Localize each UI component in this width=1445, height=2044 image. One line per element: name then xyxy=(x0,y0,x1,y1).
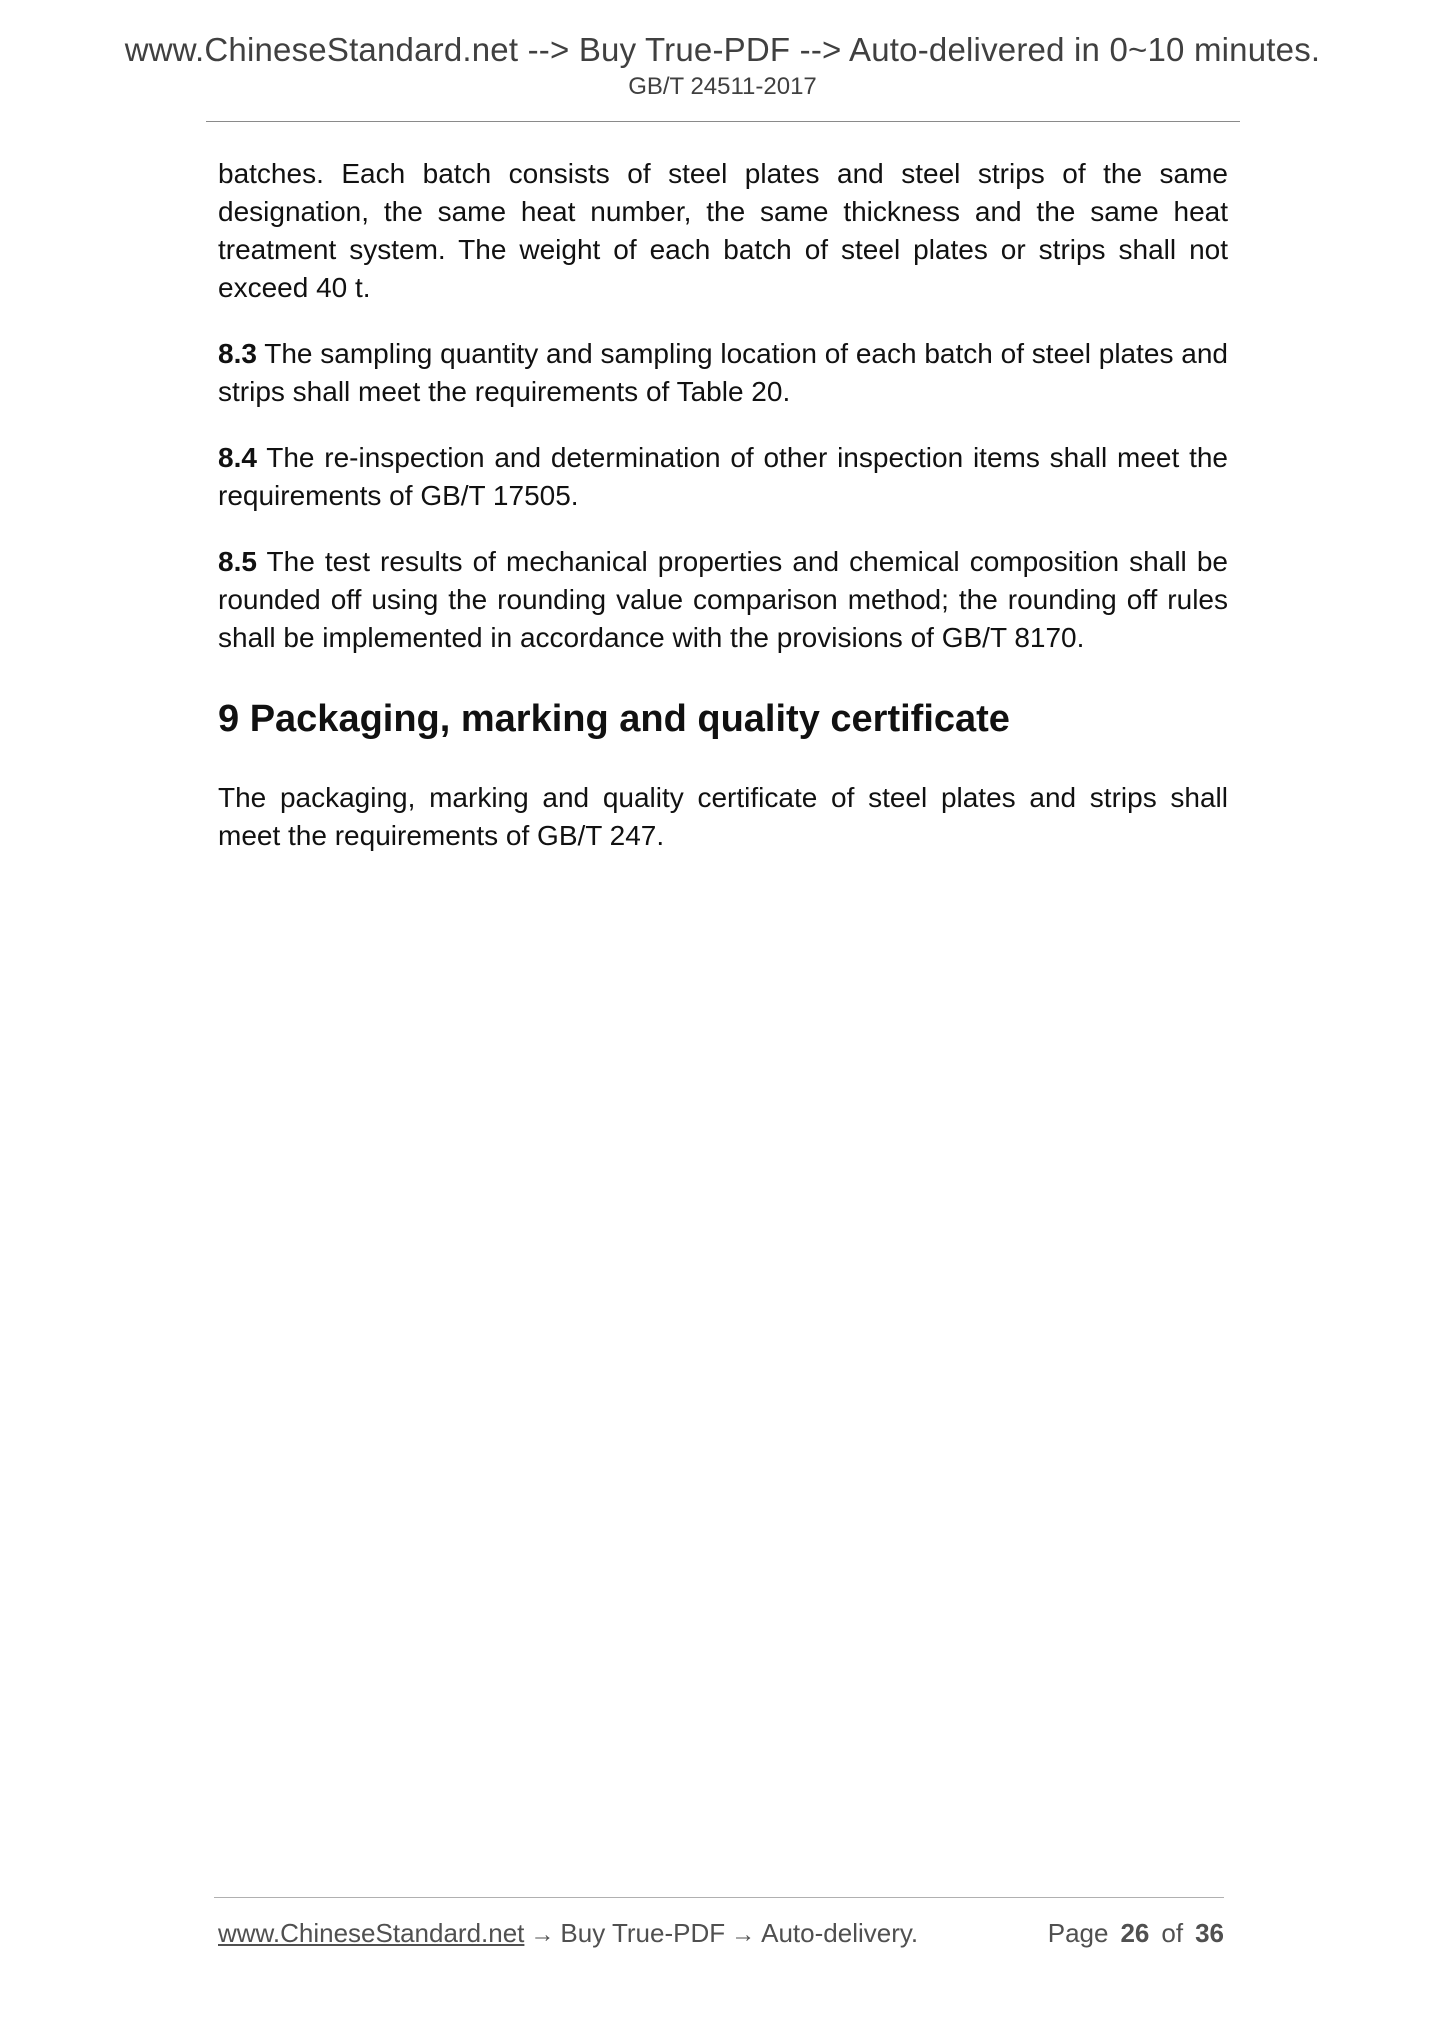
buy-text: Buy True-PDF xyxy=(560,1918,726,1948)
clause-number: 8.4 xyxy=(218,442,257,473)
clause-text: The re-inspection and determination of other inspection items shall meet the requirements of GB/T 17505. xyxy=(218,442,1228,511)
page-label: Page xyxy=(1047,1918,1109,1948)
page-content xyxy=(218,155,1228,883)
delivery-text: Auto-delivery. xyxy=(761,1918,919,1948)
footer-divider xyxy=(214,1897,1224,1898)
clause-8-5 xyxy=(218,543,1228,657)
clause-text: The test results of mechanical properties and chemical composition shall be rounded off using the rounding value comparison method; the rounding off rules shall be implemented in accordance with the provisions of GB/T 8170. xyxy=(218,546,1228,653)
clause-number: 8.3 xyxy=(218,338,257,369)
arrow-right-icon: → xyxy=(731,1921,756,1948)
footer-links xyxy=(218,1916,918,1952)
standard-number: GB/T 24511-2017 xyxy=(628,73,817,100)
arrow-right-icon: → xyxy=(530,1921,555,1948)
page-current: 26 xyxy=(1120,1918,1150,1948)
header-divider xyxy=(206,121,1240,122)
page-total: 36 xyxy=(1195,1918,1224,1948)
clause-text: The sampling quantity and sampling location of each batch of steel plates and strips shall meet the requirements of Table 20. xyxy=(218,338,1228,407)
paragraph-continued: batches. Each batch consists of steel plates and steel strips of the same designation, the same heat number, the same thickness and the same heat treatment system. The weight of each batch of steel plates or strips shall not exceed 40 t. xyxy=(218,158,1228,303)
page-indicator xyxy=(1048,1916,1224,1950)
site-link[interactable]: www.ChineseStandard.net xyxy=(218,1918,525,1948)
header-banner: www.ChineseStandard.net --> Buy True-PDF --> Auto-delivered in 0~10 minutes. xyxy=(124,31,1321,68)
clause-8-4 xyxy=(218,439,1228,515)
section-heading: 9 Packaging, marking and quality certificate xyxy=(218,698,1010,740)
clause-number: 8.5 xyxy=(218,546,257,577)
clause-8-3 xyxy=(218,335,1228,411)
section-paragraph: The packaging, marking and quality certificate of steel plates and strips shall meet the requirements of GB/T 247. xyxy=(218,782,1228,851)
page-of: of xyxy=(1161,1918,1184,1948)
